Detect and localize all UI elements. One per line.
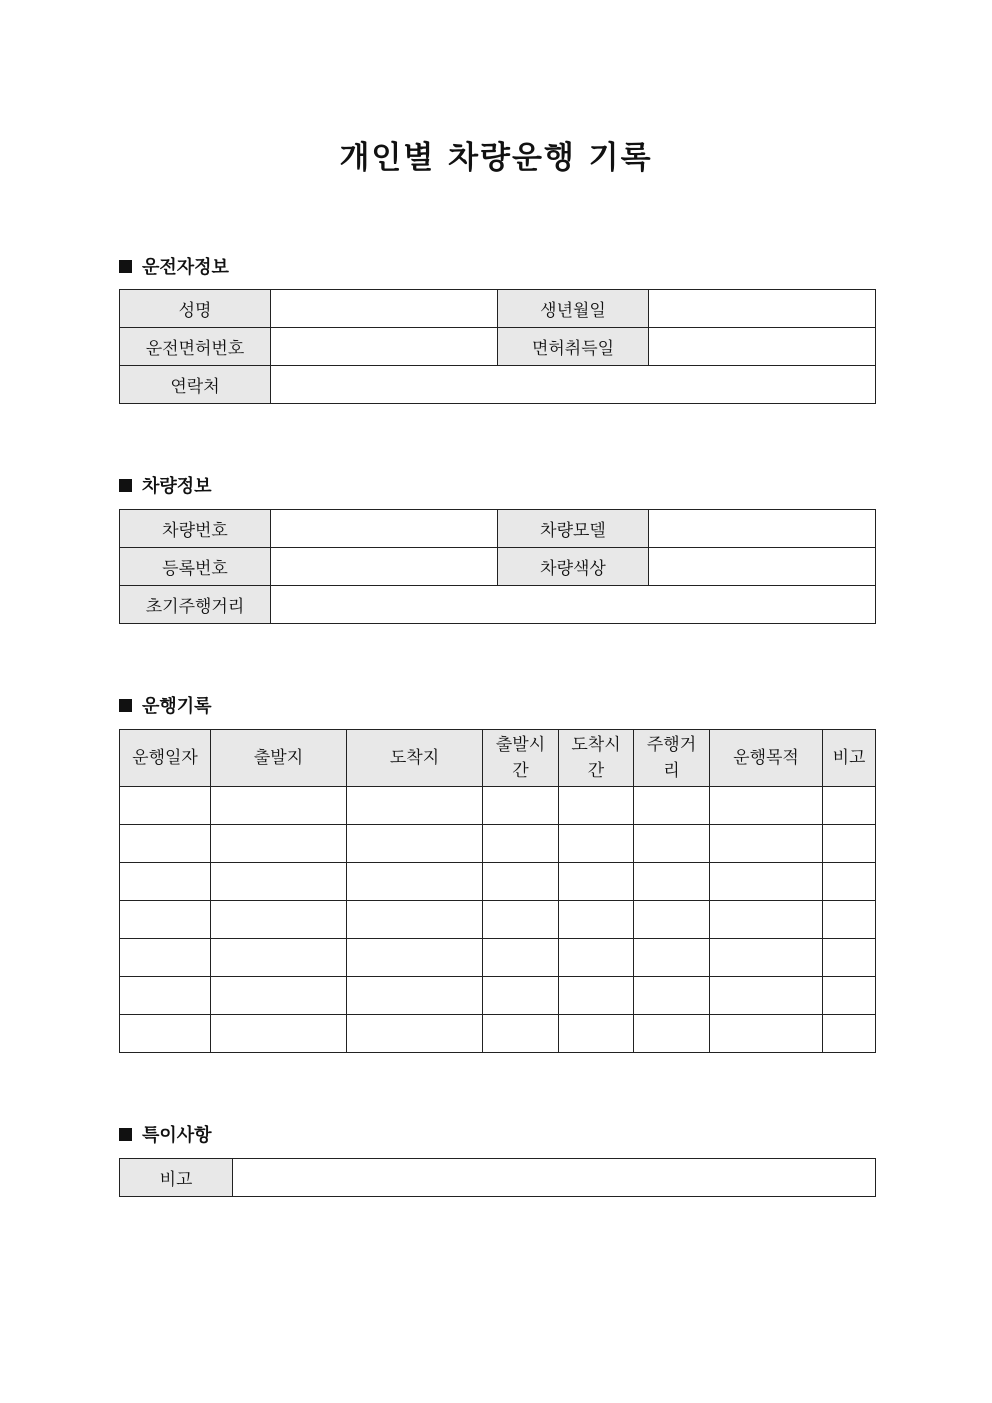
log-cell[interactable]	[710, 1015, 823, 1053]
log-cell[interactable]	[634, 939, 710, 977]
log-cell[interactable]	[634, 977, 710, 1015]
column-header: 비고	[823, 730, 876, 787]
table-row	[120, 901, 876, 939]
log-cell[interactable]	[120, 1015, 211, 1053]
log-cell[interactable]	[823, 787, 876, 825]
vehicle-color-label: 차량색상	[498, 548, 649, 586]
column-header: 도착시 간	[559, 730, 634, 787]
column-header: 출발시 간	[483, 730, 559, 787]
log-cell[interactable]	[483, 901, 559, 939]
log-cell[interactable]	[347, 863, 483, 901]
log-cell[interactable]	[483, 863, 559, 901]
log-cell[interactable]	[347, 939, 483, 977]
driver-section-title: 운전자정보	[142, 257, 229, 278]
log-cell[interactable]	[347, 977, 483, 1015]
birth-date-field[interactable]	[649, 290, 876, 328]
column-header: 운행목적	[710, 730, 823, 787]
log-cell[interactable]	[120, 825, 211, 863]
log-cell[interactable]	[823, 825, 876, 863]
license-date-label: 면허취득일	[498, 328, 649, 366]
log-cell[interactable]	[634, 1015, 710, 1053]
birth-date-label: 생년월일	[498, 290, 649, 328]
log-cell[interactable]	[634, 863, 710, 901]
column-header: 출발지	[211, 730, 347, 787]
table-row	[120, 1015, 876, 1053]
log-cell[interactable]	[483, 787, 559, 825]
vehicle-info-table	[119, 509, 876, 624]
square-bullet-icon	[119, 699, 132, 712]
log-cell[interactable]	[823, 863, 876, 901]
vehicle-section-title: 차량정보	[142, 476, 212, 497]
log-cell[interactable]	[211, 939, 347, 977]
column-header: 주행거 리	[634, 730, 710, 787]
log-cell[interactable]	[120, 863, 211, 901]
driver-section-heading	[119, 253, 229, 279]
log-cell[interactable]	[823, 939, 876, 977]
vehicle-model-field[interactable]	[649, 510, 876, 548]
log-cell[interactable]	[483, 977, 559, 1015]
driving-log-table	[119, 729, 876, 1053]
log-cell[interactable]	[347, 1015, 483, 1053]
log-section-heading	[119, 692, 212, 718]
square-bullet-icon	[119, 260, 132, 273]
log-cell[interactable]	[710, 939, 823, 977]
log-cell[interactable]	[120, 977, 211, 1015]
log-cell[interactable]	[634, 825, 710, 863]
log-cell[interactable]	[483, 1015, 559, 1053]
log-cell[interactable]	[347, 787, 483, 825]
square-bullet-icon	[119, 479, 132, 492]
log-cell[interactable]	[120, 939, 211, 977]
log-cell[interactable]	[559, 901, 634, 939]
registration-number-label: 등록번호	[120, 548, 271, 586]
log-cell[interactable]	[483, 825, 559, 863]
log-cell[interactable]	[559, 939, 634, 977]
log-cell[interactable]	[823, 977, 876, 1015]
column-header: 운행일자	[120, 730, 211, 787]
log-cell[interactable]	[559, 863, 634, 901]
initial-mileage-field[interactable]	[271, 586, 876, 624]
log-cell[interactable]	[710, 787, 823, 825]
log-cell[interactable]	[634, 787, 710, 825]
driver-info-table	[119, 289, 876, 404]
log-cell[interactable]	[211, 901, 347, 939]
column-header: 도착지	[347, 730, 483, 787]
table-row	[120, 977, 876, 1015]
notes-section-heading	[119, 1121, 212, 1147]
log-cell[interactable]	[211, 977, 347, 1015]
contact-field[interactable]	[271, 366, 876, 404]
log-cell[interactable]	[347, 901, 483, 939]
name-field[interactable]	[271, 290, 498, 328]
log-cell[interactable]	[211, 825, 347, 863]
license-number-field[interactable]	[271, 328, 498, 366]
log-cell[interactable]	[347, 825, 483, 863]
log-cell[interactable]	[710, 825, 823, 863]
log-section-title: 운행기록	[142, 696, 212, 717]
log-cell[interactable]	[211, 863, 347, 901]
vehicle-number-field[interactable]	[271, 510, 498, 548]
remark-label: 비고	[120, 1159, 233, 1197]
log-cell[interactable]	[710, 901, 823, 939]
log-cell[interactable]	[559, 977, 634, 1015]
table-row	[120, 825, 876, 863]
log-cell[interactable]	[483, 939, 559, 977]
license-date-field[interactable]	[649, 328, 876, 366]
page-title: 개인별 차량운행 기록	[339, 140, 653, 176]
log-cell[interactable]	[120, 787, 211, 825]
remark-field[interactable]	[233, 1159, 876, 1197]
vehicle-model-label: 차량모델	[498, 510, 649, 548]
log-rows	[120, 787, 876, 1053]
log-cell[interactable]	[211, 1015, 347, 1053]
name-label: 성명	[120, 290, 271, 328]
square-bullet-icon	[119, 1128, 132, 1141]
log-cell[interactable]	[559, 787, 634, 825]
vehicle-section-heading	[119, 472, 212, 498]
contact-label: 연락처	[120, 366, 271, 404]
log-cell[interactable]	[559, 825, 634, 863]
notes-section-title: 특이사항	[142, 1125, 212, 1146]
table-row	[120, 863, 876, 901]
vehicle-color-field[interactable]	[649, 548, 876, 586]
log-cell[interactable]	[634, 901, 710, 939]
log-cell[interactable]	[120, 901, 211, 939]
table-row	[120, 939, 876, 977]
vehicle-number-label: 차량번호	[120, 510, 271, 548]
table-row	[120, 787, 876, 825]
log-cell[interactable]	[559, 1015, 634, 1053]
registration-number-field[interactable]	[271, 548, 498, 586]
log-cell[interactable]	[710, 977, 823, 1015]
license-number-label: 운전면허번호	[120, 328, 271, 366]
initial-mileage-label: 초기주행거리	[120, 586, 271, 624]
log-cell[interactable]	[710, 863, 823, 901]
log-cell[interactable]	[823, 901, 876, 939]
log-cell[interactable]	[823, 1015, 876, 1053]
log-cell[interactable]	[211, 787, 347, 825]
notes-table	[119, 1158, 876, 1197]
